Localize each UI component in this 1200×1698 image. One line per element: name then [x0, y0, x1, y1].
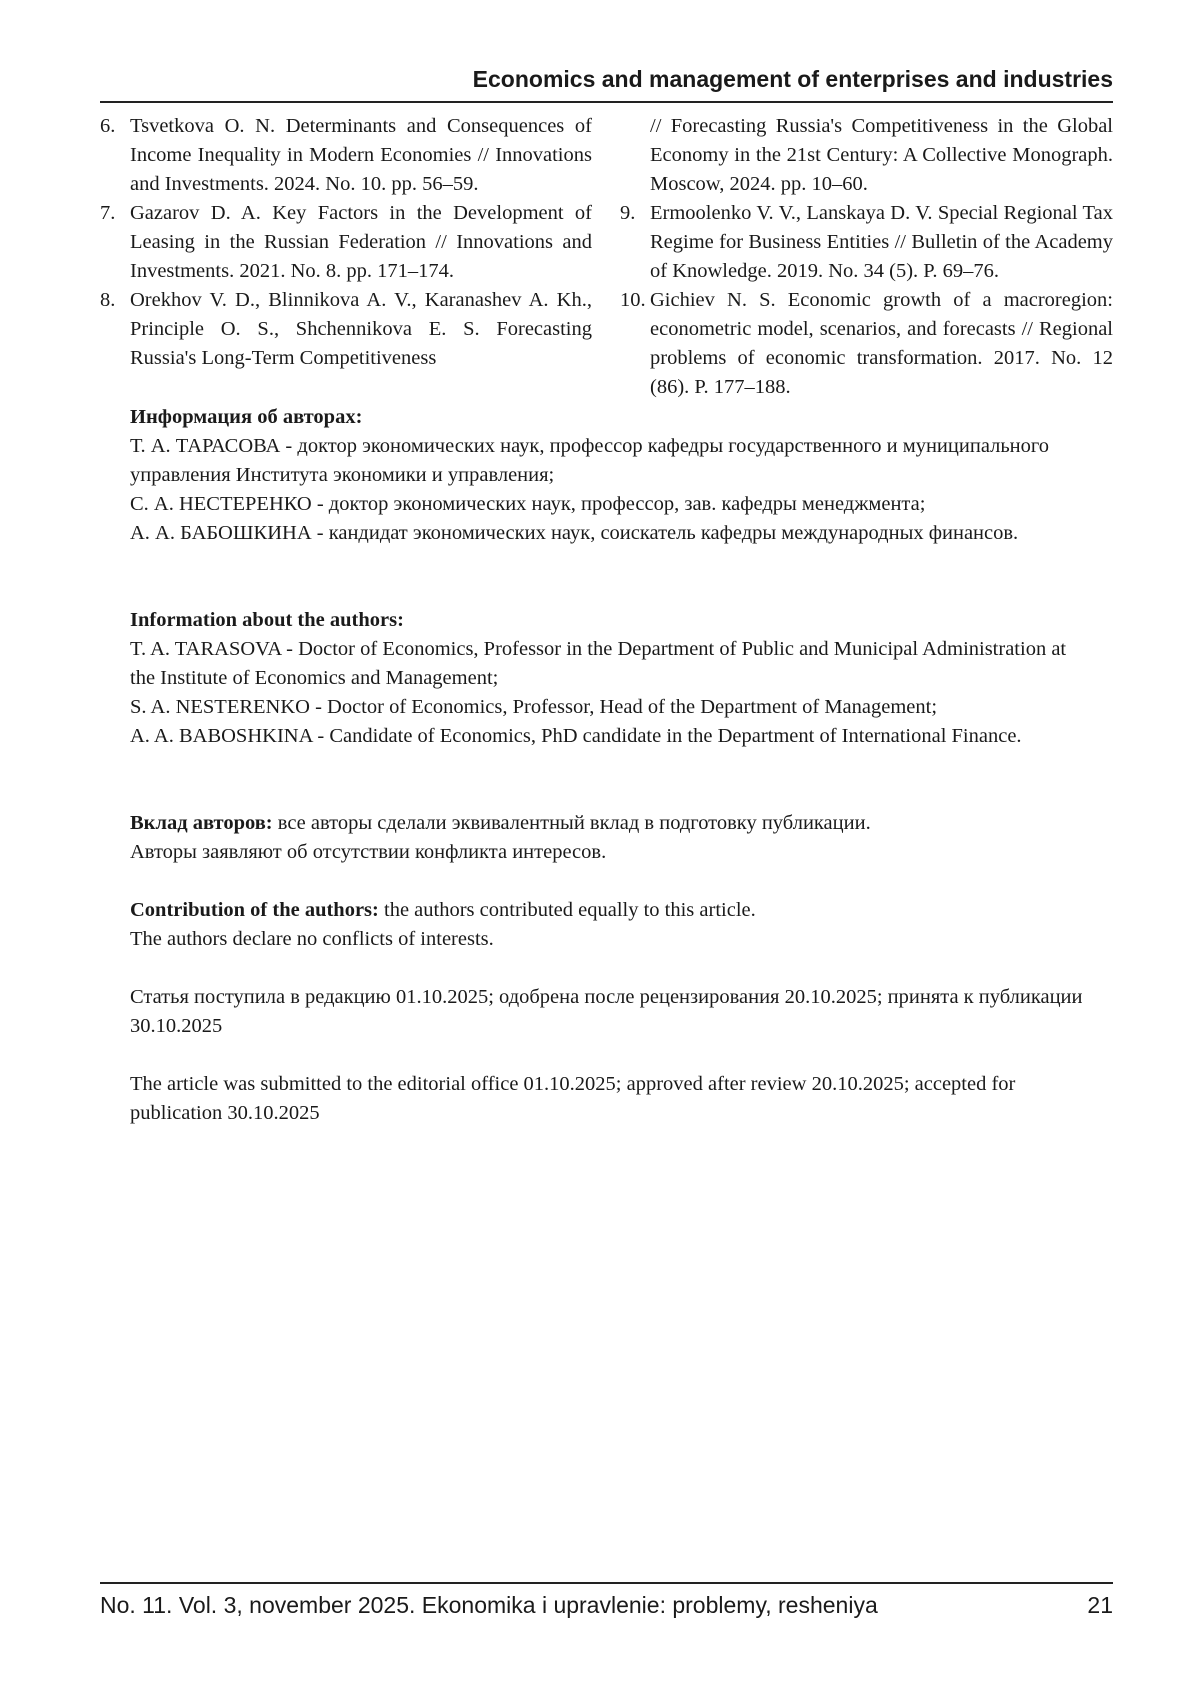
dates-ru-text: Статья поступила в редакцию 01.10.2025; одобрена после рецензирования 20.10.2025; принята к публикации 30.10.2025	[130, 986, 1083, 1037]
reference-number: 10.	[620, 289, 646, 311]
author-line: T. A. TARASOVA - Doctor of Economics, Professor in the Department of Public and Municipal Administration at the Institute of Economics and Management;	[130, 638, 1067, 689]
author-line: A. A. BABOSHKINA - Candidate of Economics, PhD candidate in the Department of International Finance.	[130, 725, 1022, 747]
dates-en	[130, 1070, 1090, 1128]
contribution-ru-line	[130, 809, 1090, 838]
contribution-ru	[130, 809, 1090, 867]
dates-ru	[130, 983, 1090, 1041]
references-left-column	[100, 112, 592, 373]
contribution-en-text: the authors contributed equally to this article.	[378, 899, 756, 921]
author-line: А. А. БАБОШКИНА - кандидат экономических наук, соискатель кафедры международных финансов.	[130, 522, 1019, 544]
reference-number: 6.	[100, 115, 116, 137]
conflict-ru-line: Авторы заявляют об отсутствии конфликта интересов.	[130, 841, 607, 863]
authors-info-en	[130, 606, 1090, 751]
reference-text: Orekhov V. D., Blinnikova A. V., Karanashev A. Kh., Principle O. S., Shchennikova E. S. Forecasting Russia's Long-Term Competitiveness	[130, 289, 592, 369]
reference-item	[100, 112, 592, 199]
conflict-en-line: The authors declare no conflicts of interests.	[130, 928, 494, 950]
reference-text: Gichiev N. S. Economic growth of a macroregion: econometric model, scenarios, and forecasts // Regional problems of economic transformation. 2017. No. 12 (86). P. 177–188.	[650, 289, 1113, 398]
reference-number: 8.	[100, 289, 116, 311]
authors-info-ru-heading: Информация об авторах:	[130, 406, 363, 428]
author-line: Т. А. ТАРАСОВА - доктор экономических наук, профессор кафедры государственного и муниципального управления Института экономики и управления;	[130, 435, 1050, 486]
contribution-ru-label: Вклад авторов:	[130, 812, 273, 834]
footer-journal-info: No. 11. Vol. 3, november 2025. Ekonomika i upravlenie: problemy, resheniya	[100, 1592, 878, 1618]
reference-number: 9.	[620, 202, 636, 224]
reference-item	[620, 199, 1113, 286]
contribution-en-line	[130, 896, 1090, 925]
references-right-column	[620, 112, 1113, 402]
running-header-title: Economics and management of enterprises and industries	[472, 66, 1113, 92]
authors-info-en-heading: Information about the authors:	[130, 609, 404, 631]
contribution-ru-text: все авторы сделали эквивалентный вклад в подготовку публикации.	[272, 812, 871, 834]
reference-continuation: // Forecasting Russia's Competitiveness in the Global Economy in the 21st Century: A Collective Monograph. Moscow, 2024. pp. 10–60.	[650, 115, 1113, 195]
reference-text: Gazarov D. A. Key Factors in the Development of Leasing in the Russian Federation // Innovations and Investments. 2021. No. 8. pp. 171–174.	[130, 202, 592, 282]
reference-text: Ermoolenko V. V., Lanskaya D. V. Special Regional Tax Regime for Business Entities // Bulletin of the Academy of Knowledge. 2019. No. 34 (5). P. 69–76.	[650, 202, 1113, 282]
author-line: С. А. НЕСТЕРЕНКО - доктор экономических наук, профессор, зав. кафедры менеджмента;	[130, 493, 926, 515]
authors-info-ru	[130, 403, 1090, 548]
reference-item	[100, 286, 592, 373]
author-line: S. A. NESTERENKO - Doctor of Economics, Professor, Head of the Department of Management;	[130, 696, 938, 718]
reference-item	[100, 199, 592, 286]
contribution-en-label: Contribution of the authors:	[130, 899, 379, 921]
page-number: 21	[1087, 1592, 1113, 1618]
reference-text: Tsvetkova O. N. Determinants and Consequences of Income Inequality in Modern Economies // Innovations and Investments. 2024. No. 10. pp. 56–59.	[130, 115, 592, 195]
reference-item	[620, 286, 1113, 402]
header-rule	[100, 101, 1113, 103]
reference-number: 7.	[100, 202, 116, 224]
dates-en-text: The article was submitted to the editorial office 01.10.2025; approved after review 20.10.2025; accepted for publication 30.10.2025	[130, 1073, 1016, 1124]
contribution-en	[130, 896, 1090, 954]
footer-rule	[100, 1582, 1113, 1584]
